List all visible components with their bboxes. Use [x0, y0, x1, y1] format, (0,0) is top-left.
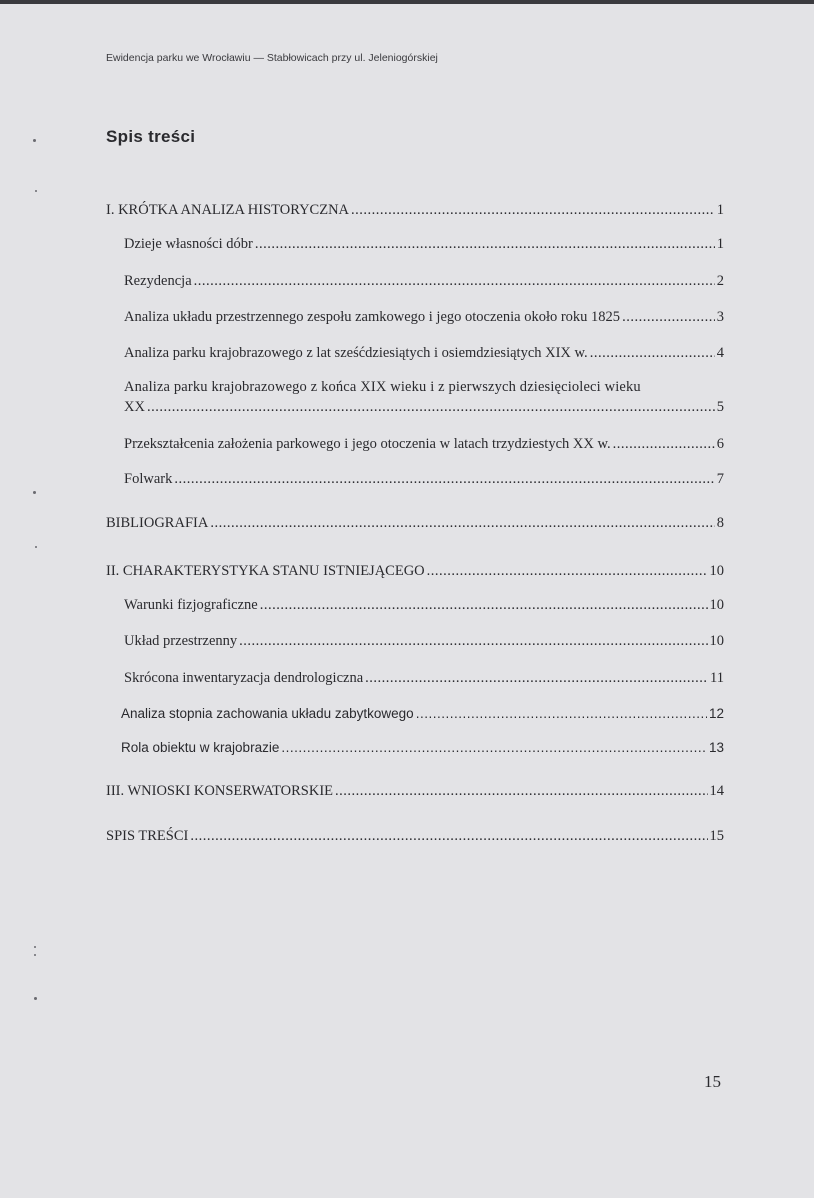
toc-entry-label: BIBLIOGRAFIA — [106, 515, 209, 531]
scan-speck — [34, 997, 37, 1000]
toc-entry-page: 1 — [716, 236, 724, 252]
toc-entry-spis-tresci[interactable] — [106, 827, 724, 845]
toc-entry-analiza-xix[interactable] — [124, 344, 724, 362]
toc-entry-rola[interactable] — [121, 739, 724, 757]
toc-entry-label: SPIS TREŚCI — [106, 828, 189, 844]
toc-entry-page: 7 — [716, 471, 724, 487]
toc-leader-dots — [190, 827, 707, 845]
toc-entry-page: 14 — [709, 783, 724, 799]
toc-entry-bibliografia[interactable] — [106, 514, 724, 532]
toc-entry-uklad[interactable] — [124, 632, 724, 650]
toc-entry-label: Rezydencja — [124, 273, 192, 289]
toc-entry-rezydencja[interactable] — [124, 272, 724, 290]
toc-entry-warunki[interactable] — [124, 596, 724, 614]
toc-entry-label: Skrócona inwentaryzacja dendrologiczna — [124, 670, 364, 686]
scan-speck — [34, 954, 36, 956]
toc-leader-dots — [147, 398, 715, 416]
toc-entry-page: 13 — [708, 740, 724, 755]
toc-entry-label: Warunki fizjograficzne — [124, 597, 258, 613]
toc-entry-label: Układ przestrzenny — [124, 633, 238, 649]
toc-leader-dots — [613, 435, 715, 453]
toc-title: Spis treści — [106, 127, 196, 146]
toc-entry-page: 6 — [716, 436, 724, 452]
toc-leader-dots — [416, 705, 707, 723]
toc-entry-analiza-1825[interactable] — [124, 308, 724, 326]
toc-leader-dots — [239, 632, 707, 650]
scan-speck — [33, 139, 36, 142]
toc-entry-dzieje[interactable] — [124, 235, 724, 253]
toc-entry-section-2[interactable] — [106, 562, 724, 580]
toc-entry-label: Folwark — [124, 471, 173, 487]
toc-entry-label: Analiza parku krajobrazowego z lat sześćdziesiątych i osiemdziesiątych XIX w. — [124, 345, 588, 361]
toc-entry-section-1[interactable] — [106, 201, 724, 219]
scan-speck — [33, 491, 36, 494]
toc-entry-stopnia[interactable] — [121, 705, 724, 723]
toc-leader-dots — [260, 596, 708, 614]
toc-entry-label: Przekształcenia założenia parkowego i jego otoczenia w latach trzydziestych XX w. — [124, 436, 611, 452]
toc-entry-page: 3 — [716, 309, 724, 325]
toc-entry-page: 10 — [709, 633, 724, 649]
toc-entry-page: 5 — [716, 399, 724, 415]
page-number: 15 — [704, 1072, 721, 1091]
toc-leader-dots — [255, 235, 715, 253]
toc-entry-inwentaryzacja[interactable] — [124, 669, 724, 687]
toc-entry-przeksztalcenia[interactable] — [124, 435, 724, 453]
toc-leader-dots — [365, 669, 708, 687]
toc-leader-dots — [622, 308, 715, 326]
scan-speck — [34, 946, 36, 948]
scan-top-edge — [0, 0, 814, 4]
toc-entry-page: 8 — [716, 515, 724, 531]
toc-leader-dots — [427, 562, 708, 580]
toc-entry-page: 1 — [716, 202, 724, 218]
scan-speck — [35, 546, 37, 548]
toc-entry-label: III. WNIOSKI KONSERWATORSKIE — [106, 783, 334, 799]
toc-leader-dots — [335, 782, 707, 800]
toc-leader-dots — [590, 344, 715, 362]
running-header: Ewidencja parku we Wrocławiu — Stabłowicach przy ul. Jeleniogórskiej — [106, 52, 438, 64]
toc-entry-section-3[interactable] — [106, 782, 724, 800]
toc-entry-analiza-xx[interactable] — [124, 398, 724, 416]
toc-entry-label: Analiza stopnia zachowania układu zabytkowego — [121, 706, 414, 721]
toc-leader-dots — [210, 514, 714, 532]
scan-speck — [35, 190, 37, 192]
toc-entry-page: 10 — [709, 563, 724, 579]
toc-entry-page: 2 — [716, 273, 724, 289]
toc-leader-dots — [281, 739, 707, 757]
toc-entry-label: Dzieje własności dóbr — [124, 236, 253, 252]
toc-leader-dots — [174, 470, 714, 488]
toc-entry-page: 15 — [709, 828, 724, 844]
toc-leader-dots — [351, 201, 715, 219]
toc-entry-label: XX — [124, 399, 145, 415]
toc-entry-label: Analiza układu przestrzennego zespołu zamkowego i jego otoczenia około roku 1825 — [124, 309, 621, 325]
toc-leader-dots — [194, 272, 715, 290]
toc-entry-label: I. KRÓTKA ANALIZA HISTORYCZNA — [106, 202, 350, 218]
toc-entry-page: 12 — [708, 706, 724, 721]
toc-entry-label: Rola obiektu w krajobrazie — [121, 740, 280, 755]
toc-entry-folwark[interactable] — [124, 470, 724, 488]
toc-entry-analiza-xx-line1[interactable]: Analiza parku krajobrazowego z końca XIX wieku i z pierwszych dziesięcioleci wieku — [124, 379, 641, 395]
toc-entry-page: 11 — [710, 670, 724, 686]
toc-entry-page: 4 — [716, 345, 724, 361]
toc-entry-page: 10 — [709, 597, 724, 613]
toc-entry-label: II. CHARAKTERYSTYKA STANU ISTNIEJĄCEGO — [106, 563, 425, 579]
